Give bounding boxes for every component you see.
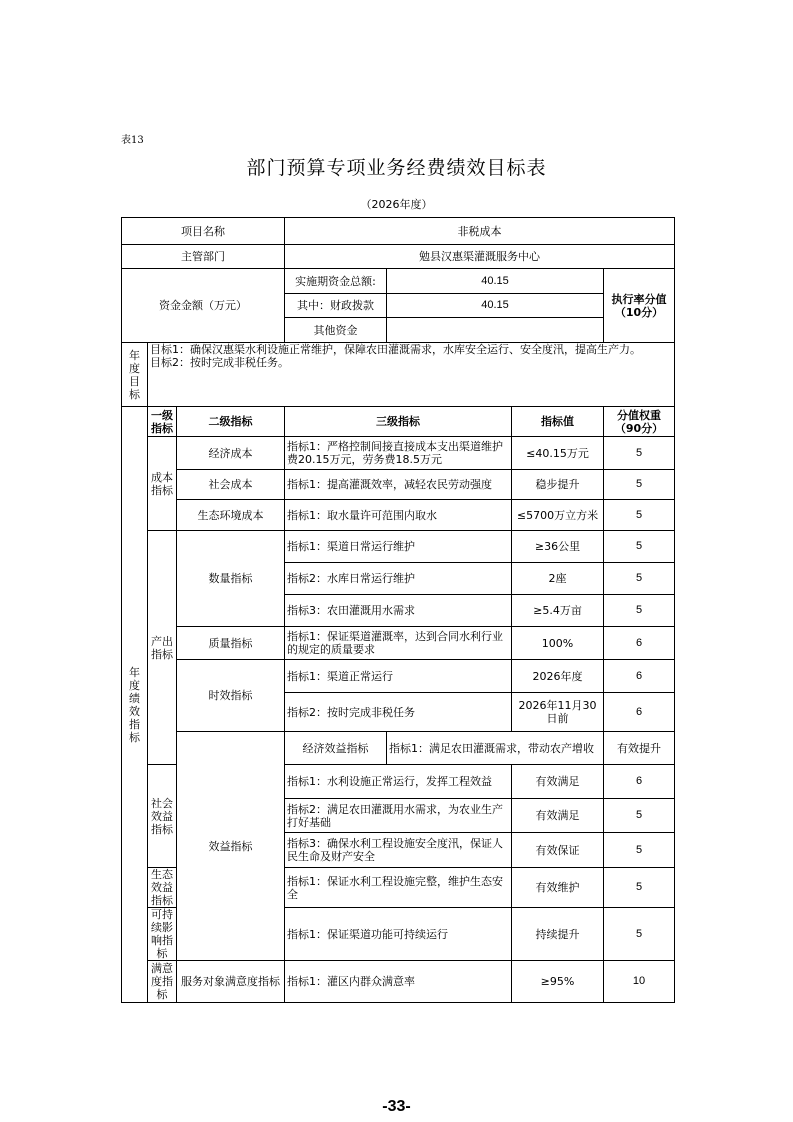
fund-fiscal-label: 其中：财政拨款 [285, 294, 387, 318]
performance-goal-table [121, 217, 675, 1003]
table-row [122, 470, 675, 500]
indicator-weight: 6 [604, 765, 675, 799]
indicator-weight: 5 [604, 799, 675, 833]
level3-text: 指标2：满足农田灌溉用水需求，为农业生产打好基础 [285, 799, 512, 833]
table-row [122, 660, 675, 693]
exec-rate-label: 执行率分值（10分） [604, 269, 675, 343]
level1-output: 产出指标 [148, 531, 177, 765]
level3-text: 指标1：渠道日常运行维护 [285, 531, 512, 563]
indicator-weight: 5 [604, 470, 675, 500]
indicator-weight: 5 [604, 868, 675, 908]
indicators-section-label: 年度绩效指标 [122, 407, 148, 1003]
level2-social-benefit: 社会效益指标 [148, 765, 177, 868]
indicator-weight: 5 [604, 531, 675, 563]
header-weight: 分值权重（90分） [604, 407, 675, 437]
level3-text: 指标3：农田灌溉用水需求 [285, 595, 512, 627]
report-year: （2026年度） [360, 198, 433, 211]
indicator-weight: 5 [604, 833, 675, 868]
indicator-weight: 10 [604, 961, 675, 1003]
fund-amount-label: 资金金额（万元） [122, 269, 285, 343]
indicator-value: ≥36公里 [512, 531, 604, 563]
indicator-value: 有效维护 [512, 868, 604, 908]
dept-label: 主管部门 [122, 245, 285, 269]
annual-goal-content [148, 343, 675, 407]
indicator-weight: 6 [604, 693, 675, 732]
fund-total-value: 40.15 [387, 269, 604, 294]
level3-text: 指标1：水利设施正常运行，发挥工程效益 [285, 765, 512, 799]
level2-quality: 质量指标 [177, 627, 285, 660]
indicator-value: ≤40.15万元 [512, 437, 604, 470]
level3-text: 指标1：保证渠道灌溉率，达到合同水利行业的规定的质量要求 [285, 627, 512, 660]
table-row [122, 732, 675, 765]
indicator-weight: 5 [604, 908, 675, 961]
project-name-value: 非税成本 [285, 218, 675, 245]
indicator-weight: 6 [604, 660, 675, 693]
header-level3: 三级指标 [285, 407, 512, 437]
level2-name: 生态效益指标 [148, 868, 177, 908]
indicator-value: ≤5700万立方米 [512, 500, 604, 531]
fund-fiscal-value: 40.15 [387, 294, 604, 318]
indicator-weight: 5 [604, 500, 675, 531]
level3-text: 指标1：保证水利工程设施完整，维护生态安全 [285, 868, 512, 908]
annual-goal-line-1: 目标1：确保汉惠渠水利设施正常维护，保障农田灌溉需求，水库安全运行、安全度汛，提高生产力。 [150, 343, 641, 356]
page-number: -33- [382, 1098, 411, 1115]
level2-timeliness: 时效指标 [177, 660, 285, 732]
indicator-value: 100% [512, 627, 604, 660]
level1-benefit: 效益指标 [177, 732, 285, 961]
level2-name: 社会成本 [177, 470, 285, 500]
table-row [122, 437, 675, 470]
indicator-value: 稳步提升 [512, 470, 604, 500]
level2-name: 生态环境成本 [177, 500, 285, 531]
level3-text: 指标1：提高灌溉效率，减轻农民劳动强度 [285, 470, 512, 500]
level3-text: 指标1：严格控制间接直接成本支出渠道维护费20.15万元，劳务费18.5万元 [285, 437, 512, 470]
indicator-value: 2026年11月30日前 [512, 693, 604, 732]
level2-quantity: 数量指标 [177, 531, 285, 627]
indicator-weight: 6 [604, 627, 675, 660]
project-name-label: 项目名称 [122, 218, 285, 245]
level2-name: 经济成本 [177, 437, 285, 470]
dept-value: 勉县汉惠渠灌溉服务中心 [285, 245, 675, 269]
indicator-value: 有效满足 [512, 799, 604, 833]
table-number: 表13 [121, 135, 144, 146]
table-row [122, 961, 675, 1003]
level1-satisfaction: 满意度指标 [148, 961, 177, 1003]
indicator-value: 有效满足 [512, 765, 604, 799]
indicator-value: 2026年度 [512, 660, 604, 693]
table-row [122, 627, 675, 660]
level3-text: 指标1：渠道正常运行 [285, 660, 512, 693]
level3-text: 指标1：取水量许可范围内取水 [285, 500, 512, 531]
indicator-value: 有效提升 [604, 732, 675, 765]
fund-total-label: 实施期资金总额: [285, 269, 387, 294]
indicator-value: ≥95% [512, 961, 604, 1003]
header-level2: 二级指标 [177, 407, 285, 437]
fund-other-label: 其他资金 [285, 318, 387, 343]
indicator-value: ≥5.4万亩 [512, 595, 604, 627]
header-level1: 一级指标 [148, 407, 177, 437]
page-title: 部门预算专项业务经费绩效目标表 [246, 157, 547, 179]
indicator-weight: 5 [604, 563, 675, 595]
level3-text: 指标1：保证渠道功能可持续运行 [285, 908, 512, 961]
level2-name: 可持续影响指标 [148, 908, 177, 961]
table-row [122, 500, 675, 531]
fund-other-value [387, 318, 604, 343]
indicator-weight: 5 [604, 437, 675, 470]
indicator-weight: 5 [604, 595, 675, 627]
level3-text: 指标2：按时完成非税任务 [285, 693, 512, 732]
level1-cost: 成本指标 [148, 437, 177, 531]
level2-name: 服务对象满意度指标 [177, 961, 285, 1003]
indicator-value: 有效保证 [512, 833, 604, 868]
level2-name: 经济效益指标 [285, 732, 387, 765]
annual-goal-label: 年度目标 [122, 343, 148, 407]
header-value: 指标值 [512, 407, 604, 437]
level3-text: 指标3：确保水利工程设施安全度汛，保证人民生命及财产安全 [285, 833, 512, 868]
table-row [122, 531, 675, 563]
level3-text: 指标1：满足农田灌溉需求，带动农产增收 [387, 732, 604, 765]
level3-text: 指标2：水库日常运行维护 [285, 563, 512, 595]
level3-text: 指标1：灌区内群众满意率 [285, 961, 512, 1003]
annual-goal-line-2: 目标2：按时完成非税任务。 [150, 356, 289, 369]
indicator-value: 持续提升 [512, 908, 604, 961]
indicator-value: 2座 [512, 563, 604, 595]
